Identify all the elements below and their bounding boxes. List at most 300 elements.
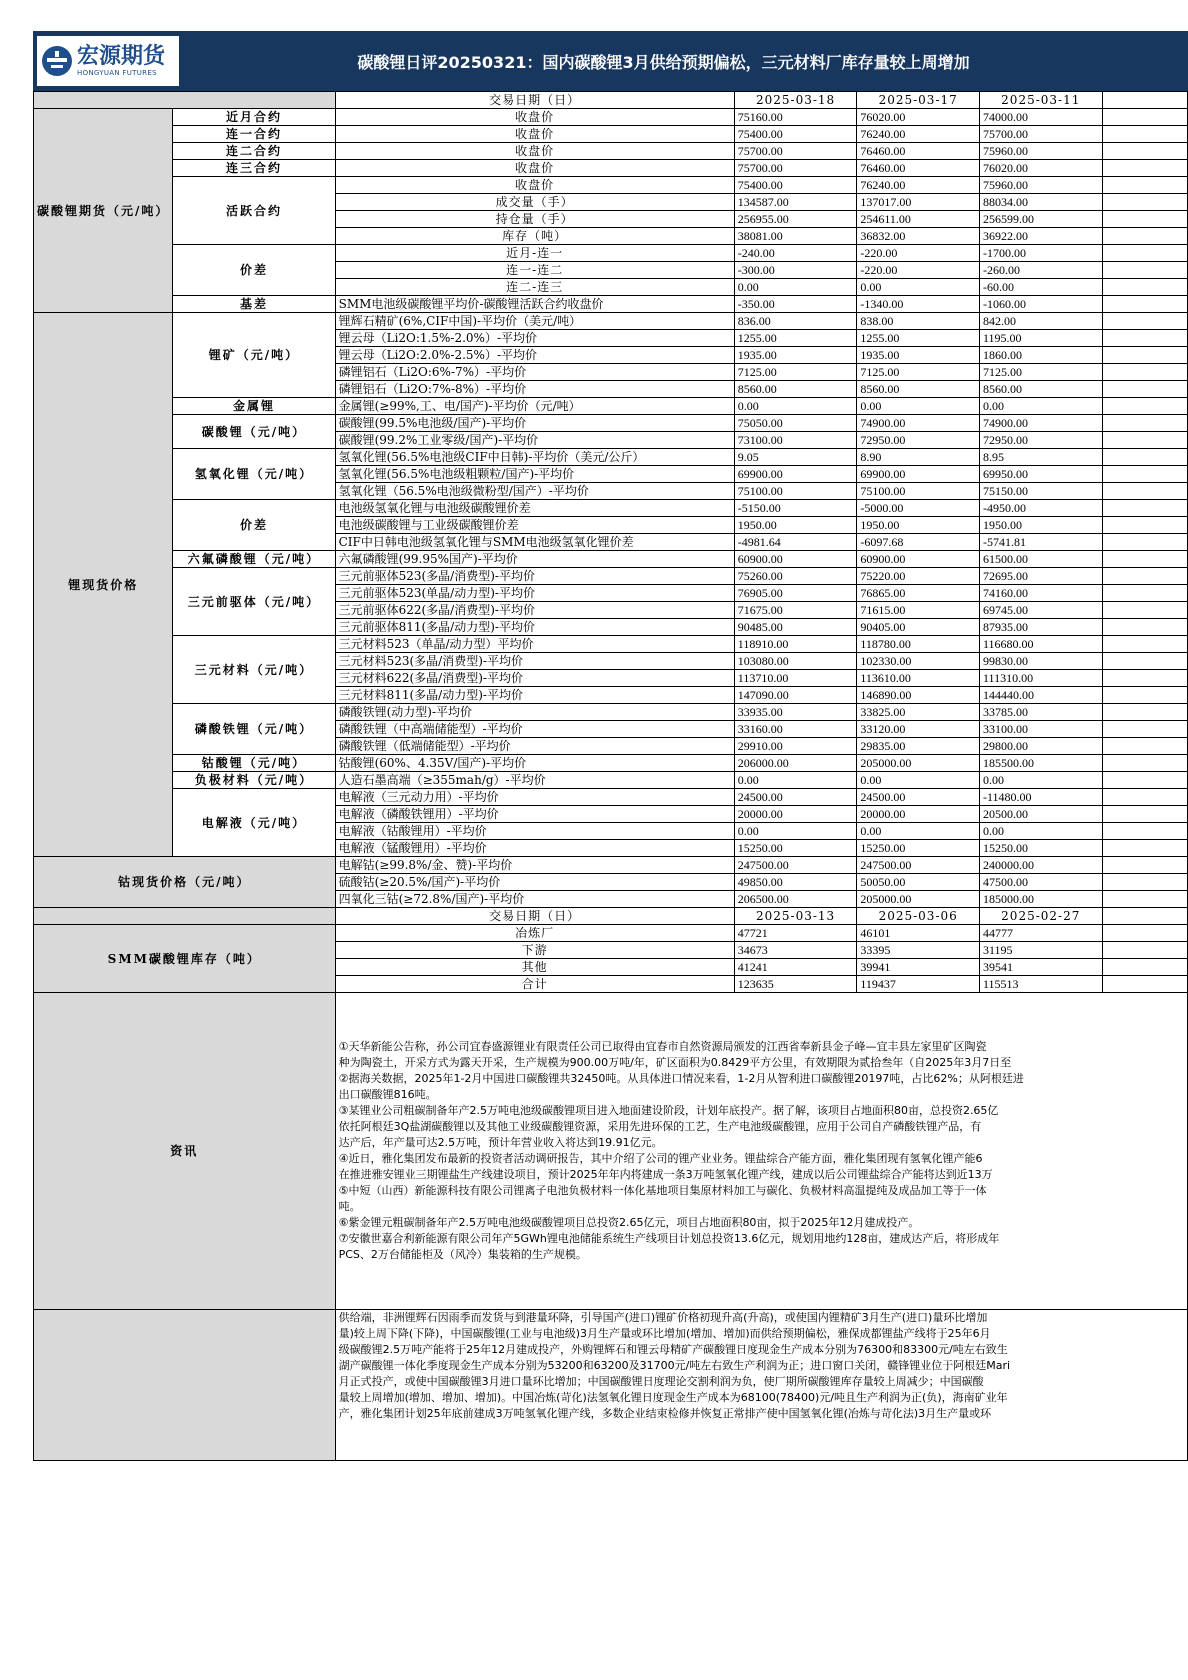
item-label: 钴酸锂(60%、4.35V/国产)-平均价 [335, 755, 734, 772]
value-cell: -260.00 [979, 262, 1102, 279]
value-cell: 9.05 [734, 449, 857, 466]
item-label: 锂云母（Li2O:1.5%-2.0%）-平均价 [335, 330, 734, 347]
value-cell: 87935.00 [979, 619, 1102, 636]
item-label: 三元前驱体811(多晶/动力型)-平均价 [335, 619, 734, 636]
sub-label: 价差 [173, 500, 335, 551]
value-cell: 8560.00 [734, 381, 857, 398]
value-cell: 206000.00 [734, 755, 857, 772]
sub-label: 连三合约 [173, 160, 335, 177]
blank-cell [1102, 500, 1187, 517]
value-cell: 71615.00 [857, 602, 980, 619]
item-label: 电池级氢氧化锂与电池级碳酸锂价差 [335, 500, 734, 517]
value-cell: 147090.00 [734, 687, 857, 704]
table-row [34, 568, 1188, 585]
table-row [34, 143, 1188, 160]
blank-cell [1102, 772, 1187, 789]
value-cell: 29800.00 [979, 738, 1102, 755]
brand-name-cn: 宏源期货 [77, 43, 166, 69]
value-cell: 118780.00 [857, 636, 980, 653]
news-line: ③某锂业公司粗碳制备年产2.5万吨电池级碳酸锂项目进入地面建设阶段，计划年底投产。据了解，该项目占地面积80亩，总投资2.65亿 [338, 1104, 999, 1117]
news-line: 种为陶瓷土，开采方式为露天开采，生产规模为900.00万吨/年，矿区面积为0.8429平方公里，有效期限为贰拾叁年（自2025年3月7日至 [338, 1056, 1012, 1069]
value-cell: 0.00 [857, 772, 980, 789]
value-cell: -4981.64 [734, 534, 857, 551]
item-label: CIF中日韩电池级氢氧化锂与SMM电池级氢氧化锂价差 [335, 534, 734, 551]
blank-cell [1102, 228, 1187, 245]
value-cell: 71675.00 [734, 602, 857, 619]
blank-cell [1102, 194, 1187, 211]
sub-label: 价差 [173, 245, 335, 296]
value-cell: 76020.00 [857, 109, 980, 126]
value-cell: 74900.00 [979, 415, 1102, 432]
news-line: ⑦安徽世嘉合利新能源有限公司年产5GWh锂电池储能系统生产线项目计划总投资13.6亿元，规划用地约128亩，建成达产后，将形成年 [338, 1232, 1000, 1245]
value-cell: 33935.00 [734, 704, 857, 721]
blank-cell [1102, 381, 1187, 398]
value-cell: 0.00 [734, 772, 857, 789]
item-label: 收盘价 [335, 177, 734, 194]
sub-label: 氢氧化锂（元/吨） [173, 449, 335, 500]
value-cell: -350.00 [734, 296, 857, 313]
value-cell: 15250.00 [734, 840, 857, 857]
item-label: 电解液（三元动力用）-平均价 [335, 789, 734, 806]
sub-label: 负极材料（元/吨） [173, 772, 335, 789]
value-cell: 75220.00 [857, 568, 980, 585]
value-cell: 75700.00 [734, 143, 857, 160]
sub-label: 基差 [173, 296, 335, 313]
value-cell: -4950.00 [979, 500, 1102, 517]
sub-label: 锂矿（元/吨） [173, 313, 335, 398]
item-label: 硫酸钴(≥20.5%/国产)-平均价 [335, 874, 734, 891]
value-cell: 69950.00 [979, 466, 1102, 483]
value-cell: 185500.00 [979, 755, 1102, 772]
value-cell: 72950.00 [979, 432, 1102, 449]
brand-name-en: HONGYUAN FUTURES [77, 68, 157, 77]
blank-cell [1102, 959, 1187, 976]
news-line: ②据海关数据，2025年1-2月中国进口碳酸锂共32450吨。从具体进口情况来看，1-2月从智利进口碳酸锂20197吨，占比62%；从阿根廷进 [338, 1072, 1024, 1085]
sub-label: 三元前驱体（元/吨） [173, 568, 335, 636]
table-row [34, 857, 1188, 874]
blank-cell [1102, 755, 1187, 772]
value-cell: 74900.00 [857, 415, 980, 432]
item-label: 持仓量（手） [335, 211, 734, 228]
value-cell: 33120.00 [857, 721, 980, 738]
value-cell: 20000.00 [857, 806, 980, 823]
value-cell: 36832.00 [857, 228, 980, 245]
value-cell: 76240.00 [857, 126, 980, 143]
sub-label: 碳酸锂（元/吨） [173, 415, 335, 449]
blank-cell [1102, 364, 1187, 381]
value-cell: 75100.00 [857, 483, 980, 500]
value-cell: 36922.00 [979, 228, 1102, 245]
blank-cell [1102, 670, 1187, 687]
news-content [335, 993, 1187, 1310]
value-cell: 7125.00 [979, 364, 1102, 381]
value-cell: 47500.00 [979, 874, 1102, 891]
value-cell: -1340.00 [857, 296, 980, 313]
item-label: 三元前驱体622(多晶/消费型)-平均价 [335, 602, 734, 619]
blank-cell [1102, 211, 1187, 228]
item-label: 三元前驱体523(多晶/消费型)-平均价 [335, 568, 734, 585]
view-line: 湖产碳酸锂一体化季度现金生产成本分别为53200和63200及31700元/吨左右致生产利润为正；进口窗口关闭，赣锋锂业位于阿根廷Mari [338, 1359, 1011, 1372]
value-cell: -60.00 [979, 279, 1102, 296]
news-line: 吨。 [338, 1200, 361, 1213]
value-cell: 185000.00 [979, 891, 1102, 908]
value-cell: 75700.00 [979, 126, 1102, 143]
value-cell: 144440.00 [979, 687, 1102, 704]
value-cell: 0.00 [979, 398, 1102, 415]
value-cell: 0.00 [734, 823, 857, 840]
sub-label: 连一合约 [173, 126, 335, 143]
value-cell: 0.00 [857, 823, 980, 840]
table-row [34, 109, 1188, 126]
blank-cell [34, 92, 336, 109]
value-cell: 31195 [979, 942, 1102, 959]
table-row [34, 772, 1188, 789]
value-cell: 61500.00 [979, 551, 1102, 568]
blank-cell [1102, 534, 1187, 551]
value-cell: -5741.81 [979, 534, 1102, 551]
item-label: 锂辉石精矿(6%,CIF中国)-平均价（美元/吨） [335, 313, 734, 330]
item-label: 其他 [335, 959, 734, 976]
blank-cell [1102, 279, 1187, 296]
news-line: ⑥紫金锂元粗碳制备年产2.5万吨电池级碳酸锂项目总投资2.65亿元，项目占地面积80亩，拟于2025年12月建成投产。 [338, 1216, 920, 1229]
value-cell: 76865.00 [857, 585, 980, 602]
sub-label: 连二合约 [173, 143, 335, 160]
blank-cell [1102, 653, 1187, 670]
view-line: 量较上周增加(增加、增加、增加)。中国冶炼(苛化)法氢氧化锂日度现金生产成本为68100(78400)元/吨且生产利润为正(负)，海南矿业年 [338, 1391, 1008, 1404]
value-cell: 1195.00 [979, 330, 1102, 347]
category-news: 资讯 [34, 993, 336, 1310]
item-label: 金属锂(≥99%,工、电/国产)-平均价（元/吨） [335, 398, 734, 415]
value-cell: 46101 [857, 925, 980, 942]
item-label: 收盘价 [335, 109, 734, 126]
value-cell: 76460.00 [857, 143, 980, 160]
item-label: 电池级碳酸锂与工业级碳酸锂价差 [335, 517, 734, 534]
value-cell: 33825.00 [857, 704, 980, 721]
value-cell: 8560.00 [857, 381, 980, 398]
value-cell: 103080.00 [734, 653, 857, 670]
value-cell: 34673 [734, 942, 857, 959]
view-line: 量)较上周下降(下降)，中国碳酸锂(工业与电池级)3月生产量或环比增加(增加、增加)而供给预期偏松，雅保成都锂盐产线将于25年6月 [338, 1327, 991, 1340]
blank-cell [1102, 942, 1187, 959]
blank-cell [1102, 925, 1187, 942]
value-cell: 33395 [857, 942, 980, 959]
view-line: 级碳酸锂2.5万吨产能将于25年12月建成投产，外购锂辉石和锂云母精矿产碳酸锂日度现金生产成本分别为76300和83300元/吨左右致生 [338, 1343, 1008, 1356]
value-cell: 1950.00 [979, 517, 1102, 534]
item-label: 磷锂铝石（Li2O:6%-7%）-平均价 [335, 364, 734, 381]
value-cell: 247500.00 [857, 857, 980, 874]
table-row [34, 313, 1188, 330]
value-cell: 8.95 [979, 449, 1102, 466]
value-cell: 205000.00 [857, 891, 980, 908]
value-cell: 206500.00 [734, 891, 857, 908]
value-cell: 33160.00 [734, 721, 857, 738]
value-cell: 240000.00 [979, 857, 1102, 874]
table-row [34, 789, 1188, 806]
value-cell: 0.00 [734, 279, 857, 296]
news-line: 达产后，年产量可达2.5万吨，预计年营业收入将达到19.91亿元。 [338, 1136, 663, 1149]
blank-cell [1102, 143, 1187, 160]
blank-cell [1102, 432, 1187, 449]
value-cell: 73100.00 [734, 432, 857, 449]
blank-cell [1102, 602, 1187, 619]
value-cell: 75960.00 [979, 177, 1102, 194]
value-cell: 15250.00 [857, 840, 980, 857]
item-label: 三元材料811(多晶/动力型)-平均价 [335, 687, 734, 704]
value-cell: 69745.00 [979, 602, 1102, 619]
blank-cell [1102, 908, 1187, 925]
item-label: 近月-连一 [335, 245, 734, 262]
item-label: 磷酸铁锂（低端储能型）-平均价 [335, 738, 734, 755]
table-row [34, 245, 1188, 262]
value-cell: 74160.00 [979, 585, 1102, 602]
blank-cell [1102, 313, 1187, 330]
value-cell: 75150.00 [979, 483, 1102, 500]
date-label: 交易日期（日） [335, 92, 734, 109]
value-cell: 1935.00 [734, 347, 857, 364]
value-cell: 72950.00 [857, 432, 980, 449]
blank-cell [1102, 330, 1187, 347]
value-cell: 24500.00 [857, 789, 980, 806]
value-cell: 76240.00 [857, 177, 980, 194]
news-line: ④近日，雅化集团发布最新的投资者活动调研报告，其中介绍了公司的锂产业业务。锂盐综合产能方面，雅化集团现有氢氧化锂产能6 [338, 1152, 983, 1165]
value-cell: 29910.00 [734, 738, 857, 755]
blank-cell [1102, 738, 1187, 755]
value-cell: 24500.00 [734, 789, 857, 806]
table-row [34, 415, 1188, 432]
header-date-row [34, 92, 1188, 109]
value-cell: 60900.00 [857, 551, 980, 568]
value-cell: 75700.00 [734, 160, 857, 177]
blank-cell [1102, 636, 1187, 653]
value-cell: 33785.00 [979, 704, 1102, 721]
blank-cell [1102, 891, 1187, 908]
blank-cell [1102, 585, 1187, 602]
value-cell: 75160.00 [734, 109, 857, 126]
value-cell: 41241 [734, 959, 857, 976]
sub-label: 活跃合约 [173, 177, 335, 245]
value-cell: 116680.00 [979, 636, 1102, 653]
blank-cell [34, 908, 336, 925]
value-cell: 134587.00 [734, 194, 857, 211]
item-label: 合计 [335, 976, 734, 993]
value-cell: 7125.00 [857, 364, 980, 381]
news-line: ①天华新能公告称，孙公司宜春盛源锂业有限责任公司已取得由宜春市自然资源局颁发的江西省奉新县金子峰—宜丰县左家里矿区陶瓷 [338, 1040, 987, 1053]
view-line: 产，雅化集团计划25年底前建成3万吨氢氧化锂产线，多数企业结束检修并恢复正常排产使中国氢氧化锂(冶炼与苛化法)3月生产量或环 [338, 1407, 992, 1420]
item-label: 氢氧化锂(56.5%电池级CIF中日韩)-平均价（美元/公斤） [335, 449, 734, 466]
value-cell: -300.00 [734, 262, 857, 279]
item-label: 氢氧化锂(56.5%电池级粗颗粒/国产)-平均价 [335, 466, 734, 483]
value-cell: 90485.00 [734, 619, 857, 636]
blank-cell [1102, 415, 1187, 432]
date-cell: 2025-03-18 [734, 92, 857, 109]
table-row [34, 126, 1188, 143]
date-cell: 2025-03-11 [979, 92, 1102, 109]
value-cell: 8560.00 [979, 381, 1102, 398]
item-label: 收盘价 [335, 126, 734, 143]
value-cell: 247500.00 [734, 857, 857, 874]
value-cell: 256955.00 [734, 211, 857, 228]
value-cell: 102330.00 [857, 653, 980, 670]
blank-cell [1102, 466, 1187, 483]
value-cell: 1950.00 [734, 517, 857, 534]
report-header [33, 31, 1188, 91]
value-cell: 123635 [734, 976, 857, 993]
value-cell: 39941 [857, 959, 980, 976]
value-cell: -220.00 [857, 262, 980, 279]
sub-label: 三元材料（元/吨） [173, 636, 335, 704]
table-row [34, 398, 1188, 415]
table-row [34, 177, 1188, 194]
item-label: 电解钴(≥99.8%/金、赞)-平均价 [335, 857, 734, 874]
blank-cell [1102, 296, 1187, 313]
blank-cell [1102, 976, 1187, 993]
value-cell: -11480.00 [979, 789, 1102, 806]
item-label: 三元材料523（单晶/动力型）平均价 [335, 636, 734, 653]
value-cell: 7125.00 [734, 364, 857, 381]
item-label: 磷酸铁锂（中高端储能型）-平均价 [335, 721, 734, 738]
value-cell: 76905.00 [734, 585, 857, 602]
item-label: 锂云母（Li2O:2.0%-2.5%）-平均价 [335, 347, 734, 364]
item-label: 三元材料523(多晶/消费型)-平均价 [335, 653, 734, 670]
value-cell: 69900.00 [734, 466, 857, 483]
sub-label: 近月合约 [173, 109, 335, 126]
blank-cell [1102, 789, 1187, 806]
value-cell: 69900.00 [857, 466, 980, 483]
blank-cell [1102, 483, 1187, 500]
value-cell: 72695.00 [979, 568, 1102, 585]
news-line: ⑤中短（山西）新能源科技有限公司锂离子电池负极材料一体化基地项目集原材料加工与碳化、负极材料高温提纯及成品加工等于一体 [338, 1184, 987, 1197]
blank-cell [1102, 262, 1187, 279]
value-cell: 76020.00 [979, 160, 1102, 177]
blank-cell [1102, 109, 1187, 126]
value-cell: 15250.00 [979, 840, 1102, 857]
value-cell: 75960.00 [979, 143, 1102, 160]
item-label: 氢氧化锂（56.5%电池级微粉型/国产）-平均价 [335, 483, 734, 500]
value-cell: 137017.00 [857, 194, 980, 211]
value-cell: 113610.00 [857, 670, 980, 687]
value-cell: 29835.00 [857, 738, 980, 755]
value-cell: 842.00 [979, 313, 1102, 330]
blank-cell [1102, 687, 1187, 704]
value-cell: -5150.00 [734, 500, 857, 517]
news-line: 依托阿根廷3Q盐湖碳酸锂以及其他工业级碳酸锂资源，采用先进环保的工艺，生产电池级碳酸锂，应用于公司自产磷酸铁锂产品，有 [338, 1120, 982, 1133]
report-title: 碳酸锂日评20250321：国内碳酸锂3月供给预期偏松，三元材料厂库存量较上周增加 [357, 52, 970, 72]
table-row [34, 704, 1188, 721]
value-cell: 838.00 [857, 313, 980, 330]
value-cell: 20500.00 [979, 806, 1102, 823]
value-cell: 256599.00 [979, 211, 1102, 228]
view-line: 月正式投产，或使中国碳酸锂3月进口量环比增加；中国碳酸锂日度理论交割利润为负，使厂期所碳酸锂库存量较上周减少；中国碳酸 [338, 1375, 984, 1388]
value-cell: 146890.00 [857, 687, 980, 704]
item-label: 连二-连三 [335, 279, 734, 296]
item-label: 四氧化三钴(≥72.8%/国产)-平均价 [335, 891, 734, 908]
value-cell: 254611.00 [857, 211, 980, 228]
value-cell: 205000.00 [857, 755, 980, 772]
value-cell: 115513 [979, 976, 1102, 993]
blank-cell [1102, 840, 1187, 857]
date-label: 交易日期（日） [335, 908, 734, 925]
value-cell: 39541 [979, 959, 1102, 976]
table-row [34, 925, 1188, 942]
item-label: 碳酸锂(99.2%工业零级/国产)-平均价 [335, 432, 734, 449]
item-label: 电解液（锰酸锂用）-平均价 [335, 840, 734, 857]
value-cell: 836.00 [734, 313, 857, 330]
value-cell: 75400.00 [734, 126, 857, 143]
value-cell: 88034.00 [979, 194, 1102, 211]
blank-cell [1102, 245, 1187, 262]
value-cell: 118910.00 [734, 636, 857, 653]
news-line: PCS、2万台储能柜及（风冷）集装箱的生产规模。 [338, 1248, 587, 1261]
value-cell: 0.00 [979, 823, 1102, 840]
sub-label: 金属锂 [173, 398, 335, 415]
table-row [34, 500, 1188, 517]
blank-cell [1102, 347, 1187, 364]
view-content [335, 1310, 1187, 1461]
value-cell: 75050.00 [734, 415, 857, 432]
table-row [34, 636, 1188, 653]
value-cell: 0.00 [979, 772, 1102, 789]
category-inventory: SMM碳酸锂库存（吨） [34, 925, 336, 993]
value-cell: 113710.00 [734, 670, 857, 687]
blank-cell [1102, 126, 1187, 143]
value-cell: 1950.00 [857, 517, 980, 534]
value-cell: 1860.00 [979, 347, 1102, 364]
value-cell: 75400.00 [734, 177, 857, 194]
value-cell: 38081.00 [734, 228, 857, 245]
value-cell: 1935.00 [857, 347, 980, 364]
table-row [34, 296, 1188, 313]
category-spot: 锂现货价格 [34, 313, 173, 857]
item-label: 收盘价 [335, 143, 734, 160]
table-row [34, 551, 1188, 568]
blank-cell [1102, 517, 1187, 534]
blank-cell [1102, 92, 1187, 109]
blank-cell [1102, 823, 1187, 840]
value-cell: -1700.00 [979, 245, 1102, 262]
value-cell: -6097.68 [857, 534, 980, 551]
item-label: 六氟磷酸锂(99.95%国产)-平均价 [335, 551, 734, 568]
value-cell: 0.00 [857, 398, 980, 415]
sub-label: 电解液（元/吨） [173, 789, 335, 857]
category-cobalt: 钴现货价格（元/吨） [34, 857, 336, 908]
news-row [34, 993, 1188, 1310]
blank-cell [1102, 806, 1187, 823]
item-label: 连一-连二 [335, 262, 734, 279]
blank-cell [1102, 449, 1187, 466]
table-row [34, 449, 1188, 466]
date-cell: 2025-02-27 [979, 908, 1102, 925]
blank-cell [1102, 619, 1187, 636]
value-cell: -5000.00 [857, 500, 980, 517]
value-cell: 20000.00 [734, 806, 857, 823]
view-row [34, 1310, 1188, 1461]
blank-cell [1102, 160, 1187, 177]
item-label: 电解液（磷酸铁锂用）-平均价 [335, 806, 734, 823]
date-cell: 2025-03-13 [734, 908, 857, 925]
sub-label: 钴酸锂（元/吨） [173, 755, 335, 772]
blank-cell [1102, 177, 1187, 194]
blank-cell [1102, 874, 1187, 891]
item-label: 冶炼厂 [335, 925, 734, 942]
value-cell: 1255.00 [857, 330, 980, 347]
value-cell: -220.00 [857, 245, 980, 262]
inventory-date-row [34, 908, 1188, 925]
item-label: 磷酸铁锂(动力型)-平均价 [335, 704, 734, 721]
item-label: 成交量（手） [335, 194, 734, 211]
value-cell: 60900.00 [734, 551, 857, 568]
table-row [34, 755, 1188, 772]
item-label: 人造石墨高端（≥355mah/g）-平均价 [335, 772, 734, 789]
